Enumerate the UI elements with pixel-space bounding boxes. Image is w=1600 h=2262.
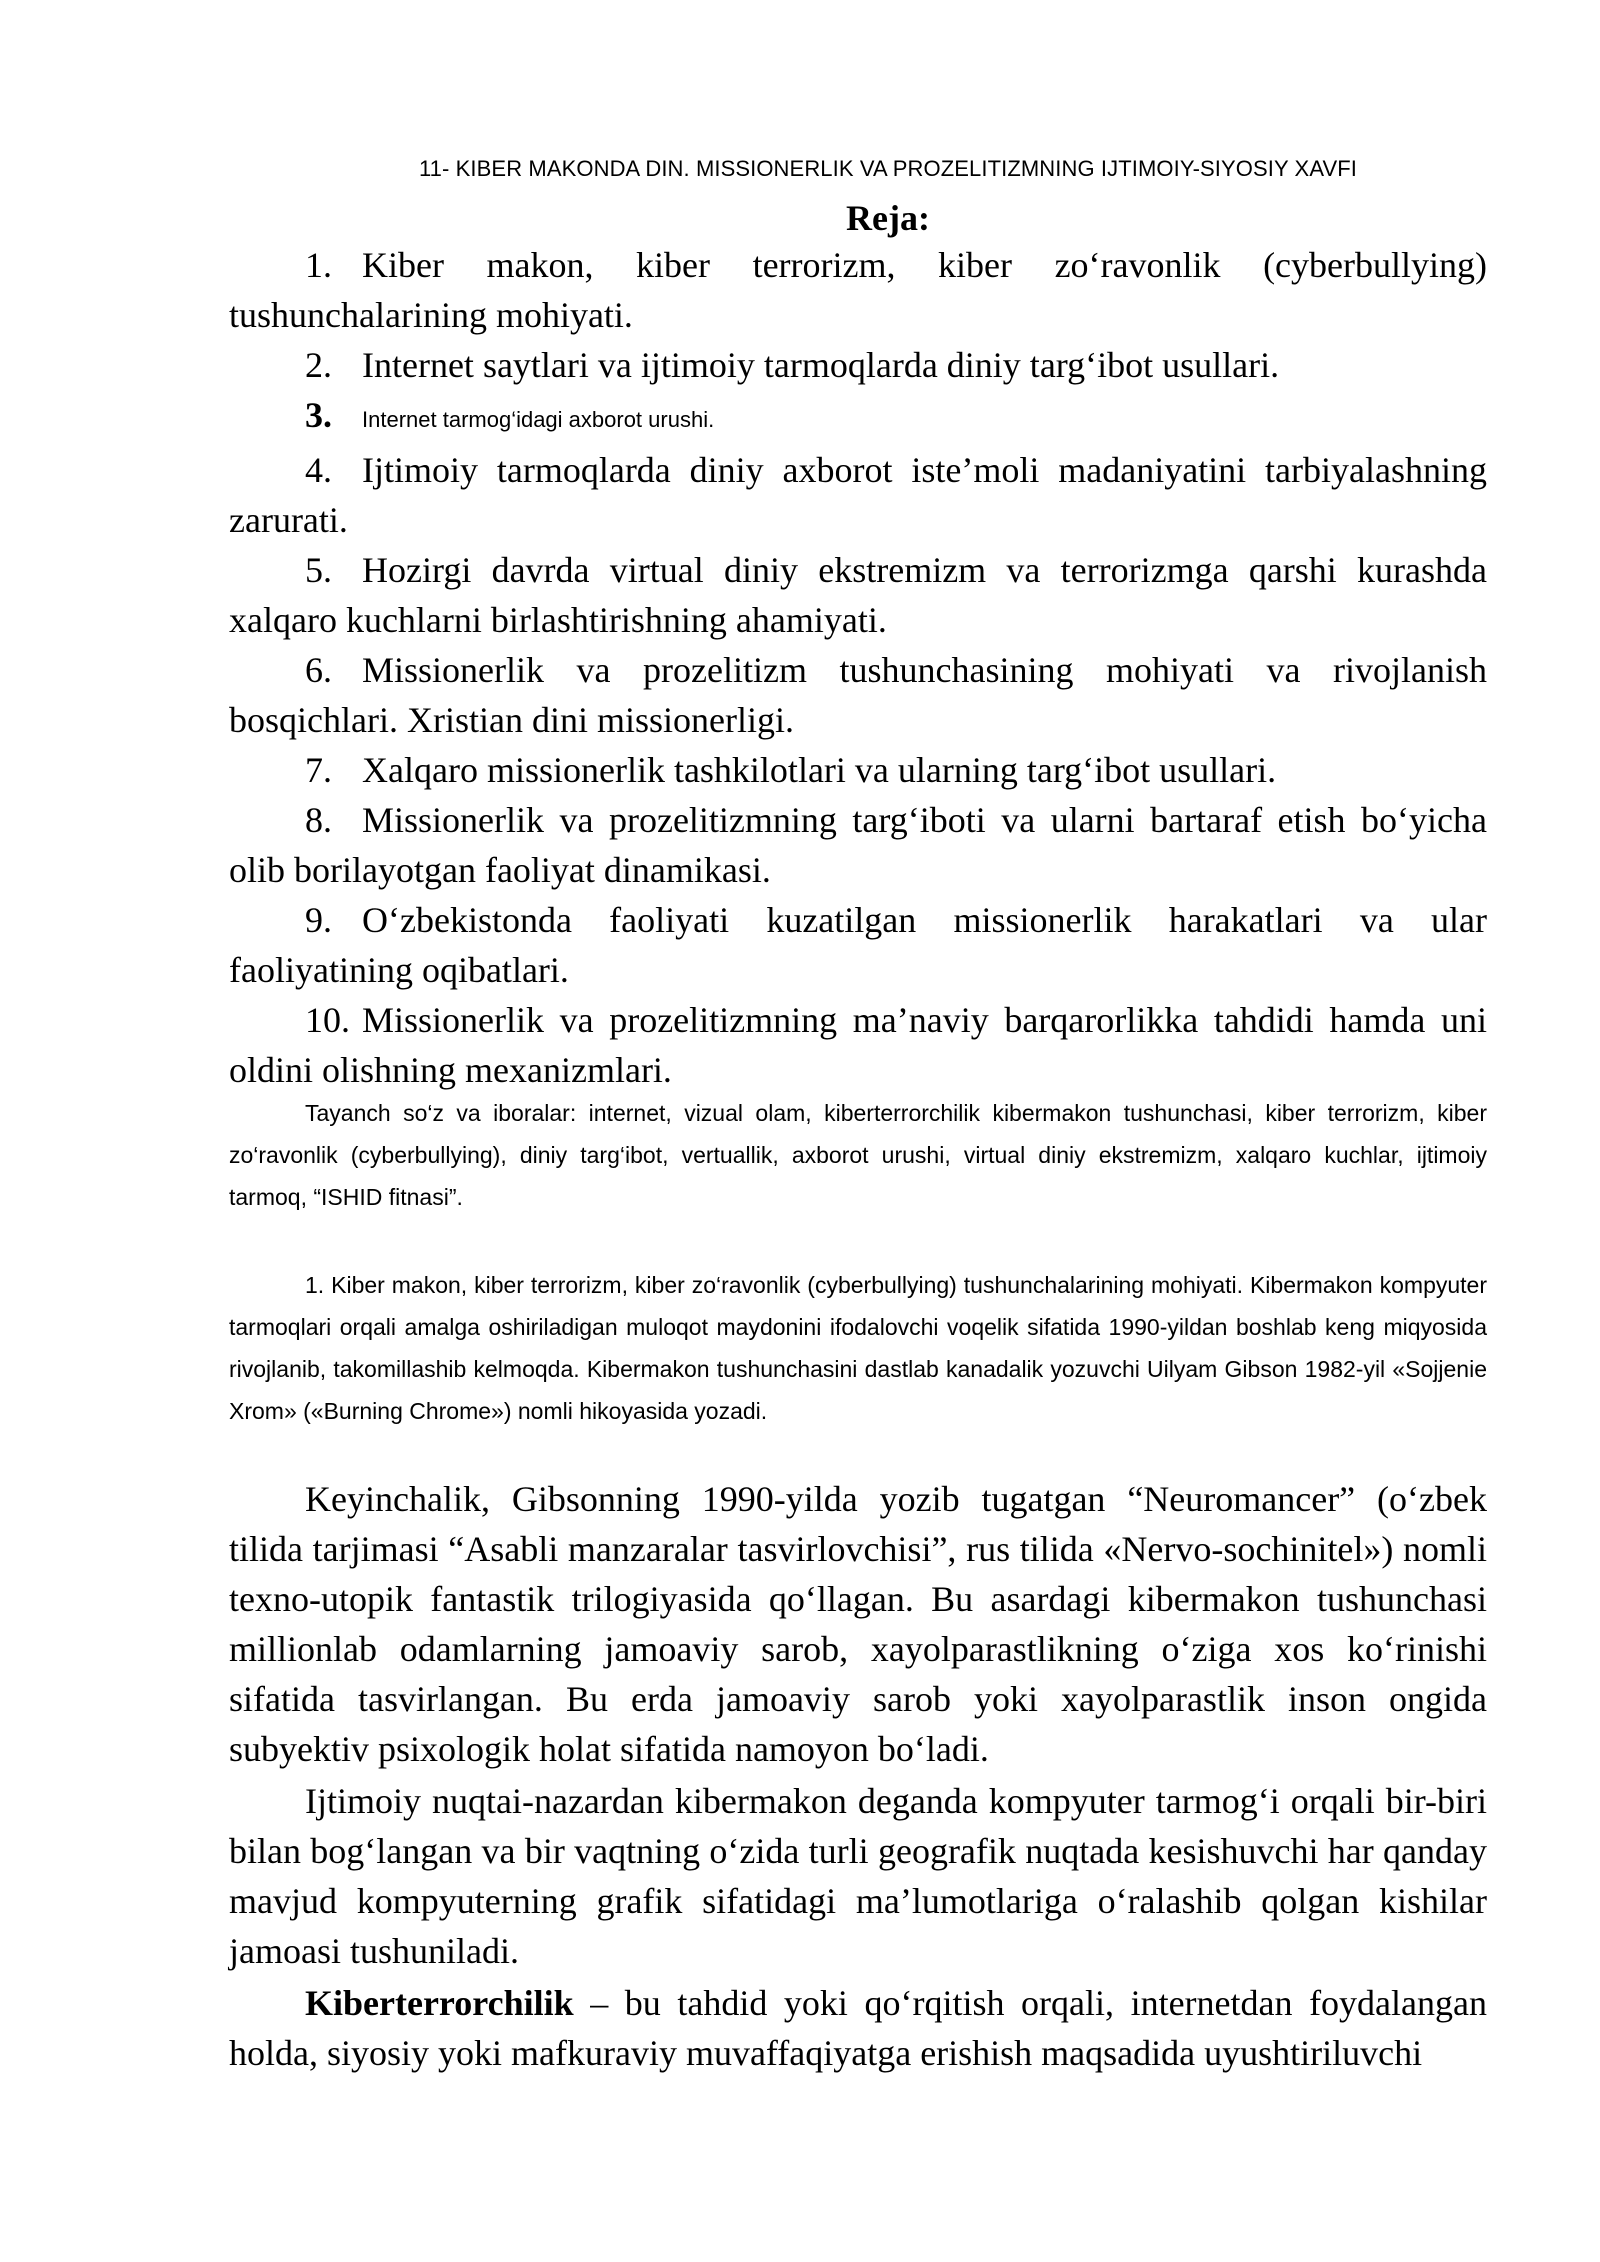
body-paragraph: Keyinchalik, Gibsonning 1990-yilda yozib tugatgan “Neuromancer” (o‘zbek tilida tarjimasi “Asabli manzaralar tasvirlovchisi”, rus tilida «Nervo-sochinitel») nomli texno-utopik fantastik trilogiyasida qo‘llagan. Bu asardagi kibermakon tushunchasi millionlab odamlarning jamoaviy sarob, xayolparastlikning o‘ziga xos ko‘rinishi sifatida tasvirlangan. Bu erda jamoaviy sarob yoki xayolparastlik inson ongida subyektiv psixologik holat sifatida namoyon bo‘ladi. bbox=[229, 1479, 1487, 1769]
plan-item-number: 8. bbox=[305, 800, 332, 840]
plan-item-text: Ijtimoiy tarmoqlarda diniy axborot iste’moli madaniyatini tarbiyalashning zarurati. bbox=[229, 450, 1487, 540]
plan-item bbox=[229, 745, 1487, 795]
plan-item bbox=[229, 445, 1487, 545]
plan-item-text: Missionerlik va prozelitizmning ma’naviy barqarorlikka tahdidi hamda uni oldini olishning mexanizmlari. bbox=[229, 1000, 1487, 1090]
plan-item bbox=[229, 645, 1487, 745]
plan-item-text: Internet tarmog‘idagi axborot urushi. bbox=[362, 407, 715, 432]
plan-item-number: 10. bbox=[305, 1000, 350, 1040]
plan-item bbox=[229, 895, 1487, 995]
plan-item-number: 7. bbox=[305, 750, 332, 790]
section-1-intro: 1. Kiber makon, kiber terrorizm, kiber zo‘ravonlik (cyberbullying) tushunchalarining mohiyati. Kibermakon kompyuter tarmoqlari orqali amalga oshiriladigan muloqot maydonini ifodalovchi voqelik sifatida 1990-yildan boshlab keng miqyosida rivojlanib, takomillashib kelmoqda. Kibermakon tushunchasini dastlab kanadalik yozuvchi Uilyam Gibson 1982-yil «Sojjenie Xrom» («Burning Chrome») nomli hikoyasida yozadi. bbox=[229, 1272, 1487, 1424]
chapter-title: 11- KIBER MAKONDA DIN. MISSIONERLIK VA PROZELITIZMNING IJTIMOIY-SIYOSIY XAVFI bbox=[418, 156, 1357, 181]
plan-item-number: 2. bbox=[305, 345, 332, 385]
plan-item-number: 9. bbox=[305, 900, 332, 940]
defined-term: Kiberterrorchilik bbox=[305, 1983, 574, 2023]
plan-item-number: 4. bbox=[305, 450, 332, 490]
plan-item-text: Missionerlik va prozelitizmning targ‘iboti va ularni bartaraf etish bo‘yicha olib borilayotgan faoliyat dinamikasi. bbox=[229, 800, 1487, 890]
plan-item bbox=[229, 545, 1487, 645]
plan-list bbox=[229, 240, 1487, 1095]
plan-item-text: Internet saytlari va ijtimoiy tarmoqlarda diniy targ‘ibot usullari. bbox=[362, 345, 1280, 385]
plan-item-number: 5. bbox=[305, 550, 332, 590]
plan-item bbox=[229, 340, 1487, 390]
plan-item-text: Xalqaro missionerlik tashkilotlari va ularning targ‘ibot usullari. bbox=[362, 750, 1277, 790]
definition-text: – bu tahdid yoki qo‘rqitish orqali, internetdan foydalangan holda, siyosiy yoki mafkuraviy muvaffaqiyatga erishish maqsadida uyushtiriluvchi bbox=[229, 1983, 1487, 2073]
keywords-paragraph: Tayanch so‘z va iboralar: internet, vizual olam, kiberterrorchilik kibermakon tushunchasi, kiber terrorizm, kiber zo‘ravonlik (cyberbullying), diniy targ‘ibot, vertuallik, axborot urushi, virtual diniy ekstremizm, xalqaro kuchlar, ijtimoiy tarmoq, “ISHID fitnasi”. bbox=[229, 1100, 1487, 1210]
plan-item-text: Hozirgi davrda virtual diniy ekstremizm va terrorizmga qarshi kurashda xalqaro kuchlarni birlashtirishning ahamiyati. bbox=[229, 550, 1487, 640]
plan-item-number: 3. bbox=[305, 395, 332, 435]
plan-item bbox=[229, 995, 1487, 1095]
plan-item bbox=[229, 795, 1487, 895]
body-paragraph bbox=[229, 1978, 1487, 2078]
plan-item-text: Missionerlik va prozelitizm tushunchasining mohiyati va rivojlanish bosqichlari. Xristian dini missionerligi. bbox=[229, 650, 1487, 740]
body-paragraph: Ijtimoiy nuqtai-nazardan kibermakon deganda kompyuter tarmog‘i orqali bir-biri bilan bog‘langan va bir vaqtning o‘zida turli geografik nuqtada kesishuvchi har qanday mavjud kompyuterning grafik sifatidagi ma’lumotlariga o‘ralashib qolgan kishilar jamoasi tushuniladi. bbox=[229, 1781, 1487, 1971]
plan-item-number: 1. bbox=[305, 245, 332, 285]
plan-item bbox=[229, 240, 1487, 340]
plan-heading: Reja: bbox=[846, 198, 930, 238]
plan-item bbox=[229, 390, 1487, 445]
plan-item-text: Kiber makon, kiber terrorizm, kiber zo‘ravonlik (cyberbullying) tushunchalarining mohiyati. bbox=[229, 245, 1487, 335]
plan-item-number: 6. bbox=[305, 650, 332, 690]
plan-item-text: O‘zbekistonda faoliyati kuzatilgan missionerlik harakatlari va ular faoliyatining oqibatlari. bbox=[229, 900, 1487, 990]
